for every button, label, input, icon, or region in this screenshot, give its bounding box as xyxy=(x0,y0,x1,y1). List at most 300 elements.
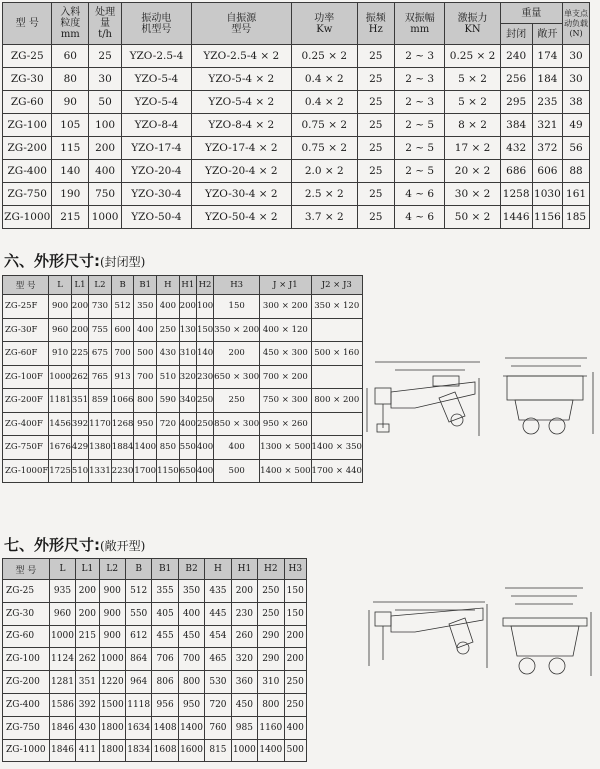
value-cell: 256 xyxy=(500,68,532,91)
table-row xyxy=(3,114,590,137)
value-cell: 161 xyxy=(563,183,590,206)
value-cell: 50 xyxy=(89,91,122,114)
closed-type-diagram xyxy=(355,350,595,455)
value-cell: 90 xyxy=(52,91,89,114)
table2-header-5: B1 xyxy=(134,276,157,295)
value-cell: 250 xyxy=(284,671,306,694)
table2-header-6: H xyxy=(157,276,180,295)
value-cell: 250 xyxy=(258,602,284,625)
value-cell: 5 × 2 xyxy=(445,91,500,114)
value-cell: YZO-5-4 × 2 xyxy=(191,91,291,114)
value-cell: 250 xyxy=(214,389,260,413)
value-cell: YZO-20-4 xyxy=(122,160,192,183)
value-cell: 250 xyxy=(196,389,213,413)
value-cell: 985 xyxy=(231,716,257,739)
value-cell: 1600 xyxy=(178,739,204,762)
value-cell: 130 xyxy=(179,318,196,342)
model-cell: ZG-200 xyxy=(3,137,52,160)
header-load: 单支点 动负载 (N) xyxy=(563,3,590,45)
value-cell: 512 xyxy=(111,295,134,319)
value-cell: 760 xyxy=(205,716,231,739)
value-cell: 2 ~ 3 xyxy=(394,45,445,68)
table2-header-2: L1 xyxy=(71,276,88,295)
value-cell: 612 xyxy=(125,625,151,648)
value-cell: 200 xyxy=(89,137,122,160)
header-motor: 振动电 机型号 xyxy=(122,3,192,45)
value-cell: 510 xyxy=(71,459,88,483)
value-cell: 215 xyxy=(52,206,89,229)
value-cell: 2 ~ 3 xyxy=(394,68,445,91)
value-cell: 1834 xyxy=(125,739,151,762)
value-cell: 185 xyxy=(563,206,590,229)
table2-header-9: H3 xyxy=(214,276,260,295)
value-cell: 432 xyxy=(500,137,532,160)
value-cell: YZO-17-4 xyxy=(122,137,192,160)
value-cell: 1170 xyxy=(89,412,112,436)
table3-header-0: 型 号 xyxy=(3,559,50,580)
value-cell: 392 xyxy=(71,412,88,436)
value-cell: 38 xyxy=(563,91,590,114)
value-cell: 935 xyxy=(49,580,75,603)
value-cell: 200 xyxy=(284,648,306,671)
value-cell: 1258 xyxy=(500,183,532,206)
value-cell: YZO-2.5-4 × 2 xyxy=(191,45,291,68)
table3-header-4: B xyxy=(125,559,151,580)
value-cell: 2230 xyxy=(111,459,134,483)
value-cell: 200 xyxy=(71,295,88,319)
value-cell: YZO-17-4 × 2 xyxy=(191,137,291,160)
value-cell: 400 xyxy=(89,160,122,183)
value-cell: 30 × 2 xyxy=(445,183,500,206)
value-cell: 800 xyxy=(134,389,157,413)
value-cell: 765 xyxy=(89,365,112,389)
value-cell: 1800 xyxy=(99,739,125,762)
value-cell: 2.5 × 2 xyxy=(291,183,357,206)
value-cell: 190 xyxy=(52,183,89,206)
value-cell: 392 xyxy=(76,693,99,716)
value-cell: 445 xyxy=(205,602,231,625)
value-cell: 1846 xyxy=(49,739,75,762)
table-row xyxy=(3,45,590,68)
value-cell: 1725 xyxy=(49,459,72,483)
value-cell: 430 xyxy=(76,716,99,739)
value-cell: 351 xyxy=(76,671,99,694)
value-cell: 913 xyxy=(111,365,134,389)
model-cell: ZG-30 xyxy=(3,68,52,91)
value-cell: 800 × 200 xyxy=(311,389,362,413)
value-cell: 1220 xyxy=(99,671,125,694)
value-cell: 864 xyxy=(125,648,151,671)
value-cell: 1124 xyxy=(49,648,75,671)
model-cell: ZG-100 xyxy=(3,114,52,137)
value-cell: 300 × 200 xyxy=(260,295,311,319)
table3-header-5: B1 xyxy=(152,559,178,580)
value-cell: YZO-20-4 × 2 xyxy=(191,160,291,183)
value-cell: 1700 xyxy=(134,459,157,483)
value-cell: YZO-30-4 xyxy=(122,183,192,206)
model-cell: ZG-25 xyxy=(3,45,52,68)
value-cell: 1000 xyxy=(231,739,257,762)
value-cell: 60 xyxy=(52,45,89,68)
value-cell: 400 xyxy=(178,602,204,625)
value-cell: 859 xyxy=(89,389,112,413)
header-frequency: 振频 Hz xyxy=(357,3,394,45)
table-row xyxy=(3,580,307,603)
value-cell: 700 × 200 xyxy=(260,365,311,389)
header-model: 型 号 xyxy=(3,3,52,45)
value-cell: 250 xyxy=(284,693,306,716)
header-capacity: 处理 量 t/h xyxy=(89,3,122,45)
header-force: 激振力 KN xyxy=(445,3,500,45)
value-cell: 0.4 × 2 xyxy=(291,68,357,91)
value-cell: 88 xyxy=(563,160,590,183)
value-cell: 1800 xyxy=(99,716,125,739)
value-cell: 174 xyxy=(532,45,562,68)
value-cell: 30 xyxy=(563,45,590,68)
value-cell: 310 xyxy=(179,342,196,366)
section-6-subtitle: (封闭型) xyxy=(100,255,146,269)
value-cell: 100 xyxy=(89,114,122,137)
value-cell: 2 ~ 5 xyxy=(394,137,445,160)
value-cell: 956 xyxy=(152,693,178,716)
value-cell: 960 xyxy=(49,602,75,625)
value-cell: 1456 xyxy=(49,412,72,436)
table2-header-3: L2 xyxy=(89,276,112,295)
value-cell: 355 xyxy=(152,580,178,603)
value-cell: 1846 xyxy=(49,716,75,739)
value-cell: 150 xyxy=(284,602,306,625)
value-cell: 25 xyxy=(357,68,394,91)
value-cell: 400 xyxy=(134,318,157,342)
value-cell: 350 × 120 xyxy=(311,295,362,319)
value-cell: 350 xyxy=(178,580,204,603)
header-weight: 重量 xyxy=(500,3,562,24)
value-cell: 115 xyxy=(52,137,89,160)
table-row xyxy=(3,459,363,483)
value-cell: 405 xyxy=(152,602,178,625)
value-cell: 455 xyxy=(152,625,178,648)
value-cell: 2 ~ 5 xyxy=(394,114,445,137)
value-cell: 350 × 200 xyxy=(214,318,260,342)
value-cell: 215 xyxy=(76,625,99,648)
value-cell: 25 xyxy=(357,137,394,160)
model-cell: ZG-400F xyxy=(3,412,49,436)
header-feed-size: 入料 粒度 mm xyxy=(52,3,89,45)
value-cell: 25 xyxy=(89,45,122,68)
value-cell: 750 × 300 xyxy=(260,389,311,413)
value-cell: YZO-50-4 xyxy=(122,206,192,229)
value-cell: 230 xyxy=(196,365,213,389)
value-cell: 806 xyxy=(152,671,178,694)
model-cell: ZG-1000 xyxy=(3,739,50,762)
value-cell: 755 xyxy=(89,318,112,342)
section-7-subtitle: (敞开型) xyxy=(100,539,146,553)
value-cell: 700 xyxy=(134,365,157,389)
value-cell: 400 xyxy=(157,295,180,319)
value-cell: 1400 × 500 xyxy=(260,459,311,483)
value-cell: 500 × 160 xyxy=(311,342,362,366)
value-cell: 56 xyxy=(563,137,590,160)
value-cell: 360 xyxy=(231,671,257,694)
value-cell: 295 xyxy=(500,91,532,114)
value-cell: 500 xyxy=(284,739,306,762)
value-cell: 730 xyxy=(89,295,112,319)
value-cell: 1160 xyxy=(258,716,284,739)
value-cell: 2.0 × 2 xyxy=(291,160,357,183)
value-cell: 80 xyxy=(52,68,89,91)
section-6-title: 六、外形尺寸: xyxy=(4,252,100,270)
value-cell: 25 xyxy=(357,160,394,183)
value-cell: 225 xyxy=(71,342,88,366)
table2-header-7: H1 xyxy=(179,276,196,295)
model-cell: ZG-25 xyxy=(3,580,50,603)
table2-header-10: J × J1 xyxy=(260,276,311,295)
value-cell: 429 xyxy=(71,436,88,460)
table-row xyxy=(3,693,307,716)
header-weight-open: 敞开 xyxy=(532,24,562,45)
value-cell: 1000 xyxy=(49,625,75,648)
model-cell: ZG-30F xyxy=(3,318,49,342)
value-cell: 1700 × 440 xyxy=(311,459,362,483)
dimension-table-open xyxy=(2,558,307,762)
open-type-diagram xyxy=(365,580,595,690)
value-cell: 700 xyxy=(178,648,204,671)
value-cell: 320 xyxy=(231,648,257,671)
value-cell: 250 xyxy=(196,412,213,436)
table-row xyxy=(3,318,363,342)
value-cell: 200 xyxy=(76,602,99,625)
value-cell: 260 xyxy=(231,625,257,648)
value-cell: 200 xyxy=(214,342,260,366)
value-cell: 960 xyxy=(49,318,72,342)
value-cell: 600 xyxy=(111,318,134,342)
value-cell: 140 xyxy=(52,160,89,183)
table3-header-10: H3 xyxy=(284,559,306,580)
value-cell: 750 xyxy=(89,183,122,206)
value-cell: 200 xyxy=(71,318,88,342)
table-row xyxy=(3,91,590,114)
value-cell: 950 xyxy=(178,693,204,716)
value-cell: 230 xyxy=(231,602,257,625)
value-cell: 25 xyxy=(357,114,394,137)
value-cell: 815 xyxy=(205,739,231,762)
value-cell: 1066 xyxy=(111,389,134,413)
model-cell: ZG-30 xyxy=(3,602,50,625)
value-cell: 1030 xyxy=(532,183,562,206)
value-cell: 530 xyxy=(205,671,231,694)
value-cell: 1300 × 500 xyxy=(260,436,311,460)
table-row xyxy=(3,648,307,671)
value-cell: 1000 xyxy=(99,648,125,671)
value-cell: 950 xyxy=(134,412,157,436)
model-cell: ZG-60 xyxy=(3,91,52,114)
value-cell: 500 xyxy=(134,342,157,366)
value-cell: 25 xyxy=(357,45,394,68)
value-cell: 465 xyxy=(205,648,231,671)
value-cell: YZO-8-4 xyxy=(122,114,192,137)
value-cell: 400 × 120 xyxy=(260,318,311,342)
value-cell: 1150 xyxy=(157,459,180,483)
value-cell: 0.25 × 2 xyxy=(291,45,357,68)
model-cell: ZG-25F xyxy=(3,295,49,319)
table2-header-0: 型 号 xyxy=(3,276,49,295)
table-row xyxy=(3,602,307,625)
value-cell: 1181 xyxy=(49,389,72,413)
value-cell: 0.75 × 2 xyxy=(291,114,357,137)
value-cell: 400 xyxy=(196,436,213,460)
value-cell: 450 × 300 xyxy=(260,342,311,366)
value-cell: YZO-50-4 × 2 xyxy=(191,206,291,229)
model-cell: ZG-750 xyxy=(3,183,52,206)
model-cell: ZG-400 xyxy=(3,160,52,183)
value-cell: 30 xyxy=(563,68,590,91)
value-cell: 720 xyxy=(157,412,180,436)
value-cell: 675 xyxy=(89,342,112,366)
value-cell: 200 xyxy=(179,295,196,319)
value-cell: YZO-5-4 xyxy=(122,91,192,114)
table-row xyxy=(3,206,590,229)
table3-header-3: L2 xyxy=(99,559,125,580)
table-row xyxy=(3,671,307,694)
value-cell: 450 xyxy=(231,693,257,716)
value-cell: 100 xyxy=(196,295,213,319)
value-cell: 0.75 × 2 xyxy=(291,137,357,160)
value-cell: 25 xyxy=(357,206,394,229)
value-cell: 1408 xyxy=(152,716,178,739)
model-cell: ZG-60F xyxy=(3,342,49,366)
value-cell: 900 xyxy=(99,580,125,603)
value-cell: 1000 xyxy=(49,365,72,389)
model-cell: ZG-200 xyxy=(3,671,50,694)
value-cell: YZO-30-4 × 2 xyxy=(191,183,291,206)
value-cell: 2 ~ 5 xyxy=(394,160,445,183)
value-cell: 372 xyxy=(532,137,562,160)
table2-header-1: L xyxy=(49,276,72,295)
dimension-table-closed xyxy=(2,275,363,483)
model-cell: ZG-400 xyxy=(3,693,50,716)
value-cell: 900 xyxy=(49,295,72,319)
table3-header-7: H xyxy=(205,559,231,580)
value-cell: YZO-5-4 xyxy=(122,68,192,91)
value-cell: 30 xyxy=(89,68,122,91)
value-cell: 150 xyxy=(214,295,260,319)
value-cell: 235 xyxy=(532,91,562,114)
value-cell: 351 xyxy=(71,389,88,413)
value-cell: 400 xyxy=(284,716,306,739)
value-cell: 1676 xyxy=(49,436,72,460)
value-cell: 650 xyxy=(179,459,196,483)
value-cell: 411 xyxy=(76,739,99,762)
value-cell: 400 xyxy=(196,459,213,483)
value-cell: 3.7 × 2 xyxy=(291,206,357,229)
section-title-open xyxy=(4,534,145,555)
value-cell: 850 xyxy=(157,436,180,460)
value-cell: 1634 xyxy=(125,716,151,739)
value-cell: 0.25 × 2 xyxy=(445,45,500,68)
value-cell: 50 × 2 xyxy=(445,206,500,229)
value-cell: 1884 xyxy=(111,436,134,460)
value-cell: 240 xyxy=(500,45,532,68)
value-cell: 105 xyxy=(52,114,89,137)
value-cell: 1156 xyxy=(532,206,562,229)
value-cell: 1400 xyxy=(178,716,204,739)
header-power: 功率 Kw xyxy=(291,3,357,45)
table2-header-8: H2 xyxy=(196,276,213,295)
value-cell: 250 xyxy=(157,318,180,342)
value-cell: 262 xyxy=(71,365,88,389)
table-row xyxy=(3,295,363,319)
value-cell: 964 xyxy=(125,671,151,694)
value-cell: 1446 xyxy=(500,206,532,229)
value-cell: 250 xyxy=(258,580,284,603)
value-cell: 200 xyxy=(231,580,257,603)
model-cell: ZG-1000 xyxy=(3,206,52,229)
value-cell: 400 xyxy=(179,412,196,436)
value-cell: 20 × 2 xyxy=(445,160,500,183)
value-cell: 184 xyxy=(532,68,562,91)
model-cell: ZG-100 xyxy=(3,648,50,671)
table-row xyxy=(3,739,307,762)
header-self-sync: 自振源 型号 xyxy=(191,3,291,45)
header-amplitude: 双振幅 mm xyxy=(394,3,445,45)
value-cell: 25 xyxy=(357,91,394,114)
value-cell: 606 xyxy=(532,160,562,183)
table3-header-2: L1 xyxy=(76,559,99,580)
value-cell xyxy=(311,318,362,342)
value-cell: 900 xyxy=(99,602,125,625)
value-cell: 49 xyxy=(563,114,590,137)
table3-header-8: H1 xyxy=(231,559,257,580)
table-row xyxy=(3,412,363,436)
value-cell: 2 ~ 3 xyxy=(394,91,445,114)
value-cell: 800 xyxy=(258,693,284,716)
value-cell: 650 × 300 xyxy=(214,365,260,389)
value-cell: 800 xyxy=(178,671,204,694)
value-cell: 1380 xyxy=(89,436,112,460)
value-cell: 720 xyxy=(205,693,231,716)
value-cell: 686 xyxy=(500,160,532,183)
value-cell: 200 xyxy=(284,625,306,648)
value-cell: 1400 xyxy=(258,739,284,762)
value-cell: 310 xyxy=(258,671,284,694)
value-cell: 150 xyxy=(284,580,306,603)
value-cell: 590 xyxy=(157,389,180,413)
model-cell: ZG-60 xyxy=(3,625,50,648)
value-cell: 1608 xyxy=(152,739,178,762)
value-cell: 350 xyxy=(134,295,157,319)
value-cell: 1400 xyxy=(134,436,157,460)
value-cell: 17 × 2 xyxy=(445,137,500,160)
model-cell: ZG-200F xyxy=(3,389,49,413)
value-cell: YZO-8-4 × 2 xyxy=(191,114,291,137)
table-row xyxy=(3,389,363,413)
value-cell: 450 xyxy=(178,625,204,648)
value-cell: 25 xyxy=(357,183,394,206)
value-cell: 1281 xyxy=(49,671,75,694)
value-cell: 4 ~ 6 xyxy=(394,206,445,229)
value-cell: 384 xyxy=(500,114,532,137)
table2-header-11: J2 × J3 xyxy=(311,276,362,295)
value-cell: 4 ~ 6 xyxy=(394,183,445,206)
model-cell: ZG-100F xyxy=(3,365,49,389)
section-title-closed xyxy=(4,250,145,271)
value-cell: 500 xyxy=(214,459,260,483)
value-cell: 512 xyxy=(125,580,151,603)
spec-table xyxy=(2,2,590,229)
value-cell: 0.4 × 2 xyxy=(291,91,357,114)
model-cell: ZG-750 xyxy=(3,716,50,739)
table-row xyxy=(3,137,590,160)
